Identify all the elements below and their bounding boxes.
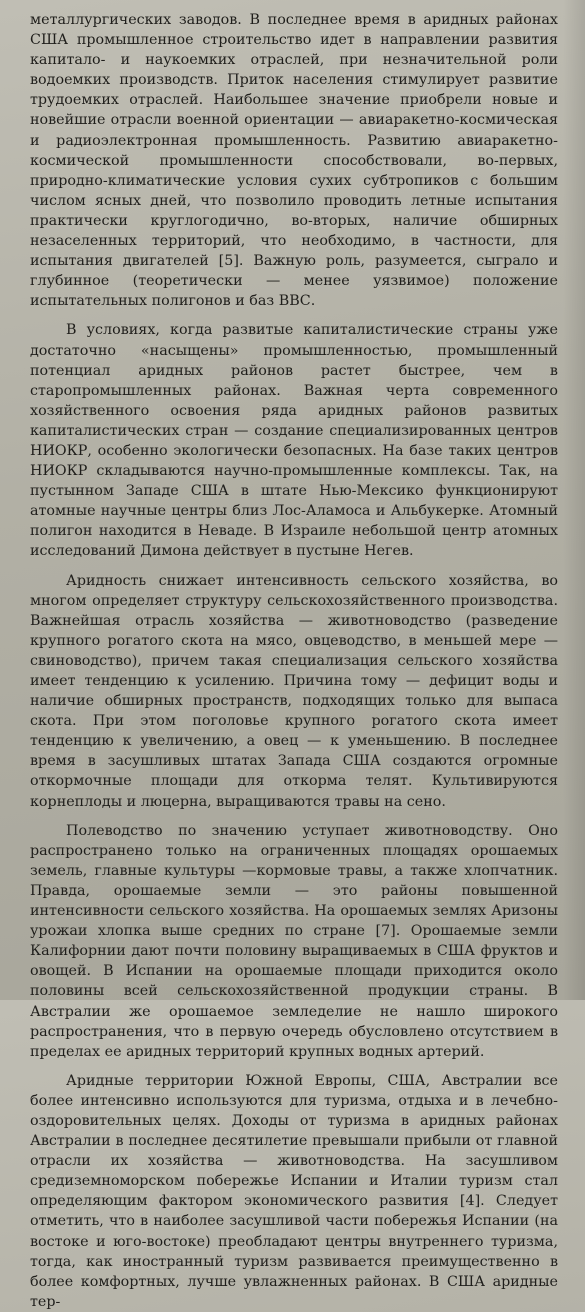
book-page [30, 10, 558, 1310]
paragraph-1: металлургических заводов. В последнее время в аридных районах США промышленное строительство идет в направлении развития капитало- и наукоемких отраслей, при незначительной роли водоемких производств. Приток населения стимулирует развитие трудоемких отраслей. Наибольшее значение приобрели новые и новейшие отрасли военной ориентации — авиаракетно-космическая и радиоэлектронная промышленность. Развитию авиаракетно-космической промышленности способствовали, во-первых, природно-климатические условия сухих субтропиков с большим числом ясных дней, что позволило проводить летные испытания практически круглогодично, во-вторых, наличие обширных незаселенных территорий, что необходимо, в частности, для испытания двигателей [5]. Важную роль, разумеется, сыграло и глубинное (теоретически — менее уязвимое) положение испытательных полигонов и баз ВВС. [30, 12, 558, 310]
paragraph-2: В условиях, когда развитые капиталистические страны уже достаточно «насыщены» промышленностью, промышленный потенциал аридных районов растет быстрее, чем в старопромышленных районах. Важная черта современного хозяйственного освоения ряда аридных районов развитых капиталистических стран — создание специализированных центров НИОКР, особенно экологически безопасных. На базе таких центров НИОКР складываются научно-промышленные комплексы. Так, на пустынном Западе США в штате Нью-Мексико функционируют атомные научные центры близ Лос-Аламоса и Альбукерке. Атомный полигон находится в Неваде. В Израиле небольшой центр атомных исследований Димона действует в пустыне Негев. [30, 322, 558, 560]
paragraph-4: Полеводство по значению уступает животноводству. Оно распространено только на ограниченных площадях орошаемых земель, главные культуры —кормовые травы, а также хлопчатник. Правда, орошаемые земли — это районы повышенной интенсивности сельского хозяйства. На орошаемых землях Аризоны урожаи хлопка выше средних по стране [7]. Орошаемые земли Калифорнии дают почти половину выращиваемых в США фруктов и овощей. В Испании на орошаемые площади приходится около половины всей сельскохозяйственной продукции страны. В Австралии же орошаемое земледелие не нашло широкого распространения, что в первую очередь обусловлено отсутствием в пределах ее аридных территорий крупных водных артерий. [30, 822, 558, 1060]
paragraph-5: Аридные территории Южной Европы, США, Австралии все более интенсивно используются для туризма, отдыха и в лечебно-оздоровительных целях. Доходы от туризма в аридных районах Австралии в последнее десятилетие превышали прибыли от главной отрасли их хозяйства — животноводства. На засушливом средиземноморском побережье Испании и Италии туризм стал определяющим фактором экономического развития [4]. Следует отметить, что в наиболее засушливой части побережья Испании (на востоке и юго-востоке) преобладают центры внутреннего туризма, тогда, как иностранный туризм развивается преимущественно в более комфортных, лучше увлажненных районах. В США аридные тер- [30, 1072, 558, 1310]
paragraph-3: Аридность снижает интенсивность сельского хозяйства, во многом определяет структуру сельскохозяйственного производства. Важнейшая отрасль хозяйства — животноводство (разведение крупного рогатого скота на мясо, овцеводство, в меньшей мере — свиноводство), причем такая специализация сельского хозяйства имеет тенденцию к усилению. Причина тому — дефицит воды и наличие обширных пространств, подходящих только для выпаса скота. При этом поголовье крупного рогатого скота имеет тенденцию к увеличению, а овец — к уменьшению. В последнее время в засушливых штатах Запада США создаются огромные откормочные площади для откорма телят. Культивируются корнеплоды и люцерна, выращиваются травы на сено. [30, 572, 558, 810]
page-edge-shadow [563, 0, 585, 1000]
